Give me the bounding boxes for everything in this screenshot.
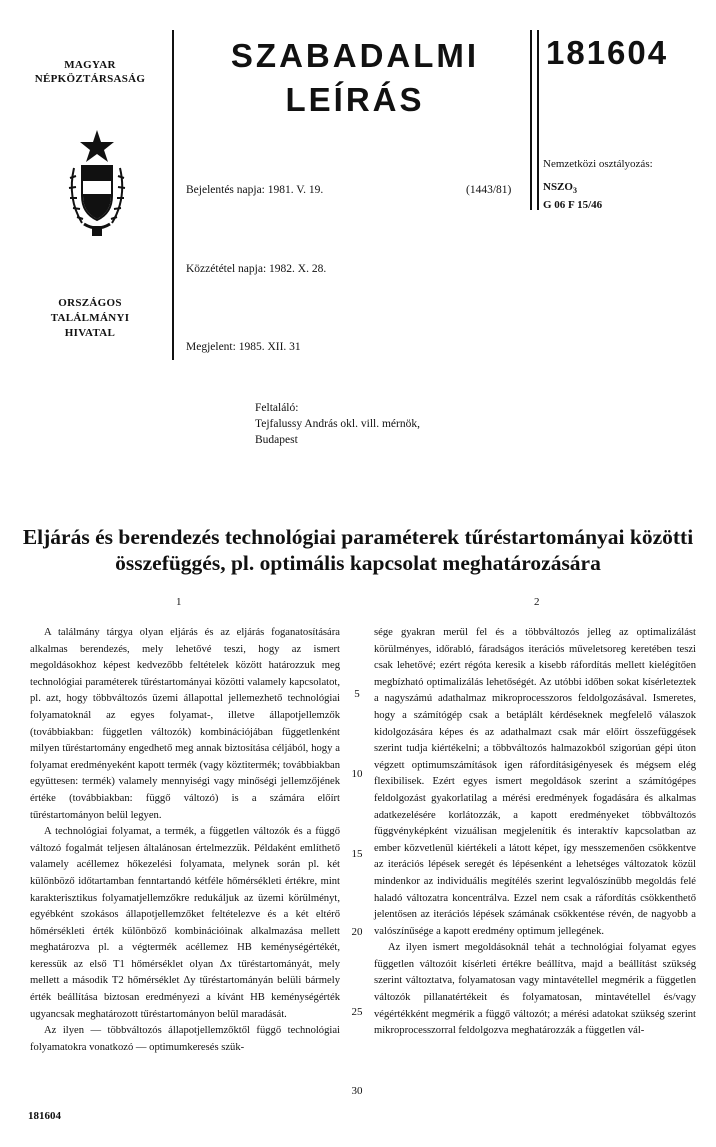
inventor-name: Tejfalussy András okl. vill. mérnök, (255, 418, 420, 430)
line-number: 5 (354, 688, 360, 700)
issue-date: Megjelent: 1985. XII. 31 (186, 341, 301, 353)
classification-label: Nemzetközi osztályozás: (543, 158, 653, 170)
inventor-label: Feltaláló: (255, 402, 299, 414)
line-number: 10 (351, 768, 363, 780)
classification-codes (543, 180, 602, 213)
left-paragraph-2: A technológiai folyamat, a termék, a független változók és a függő változó fogalmát teljesen általánosan értelmezzük. Példaként említhető valamely acéllemez hőkezelési folyamata, melynek során pl. két különböző időtartamban fenntartandó kétféle hőmérsékleti értékre, mint karakterisztikus folyamatjellemzőkre redukáljuk az üzemi körülményt, egyébként szokásos állapotjellemzőket feltételezve és a két eltérő hőmérsékleti érték különböző kombinációinak alkalmazása mellett meghatározva pl. a végtermék acéllemez HB keménységértékét, keressük az első T1 hőmérséklet olyan Δx tűréstartományát, mely mellett a második T2 hőmérséklet Δy tűréstartományán belüli bármely érték beállítása biztosan eredményezi a kívánt HB keménységérték ugyancsak meghatározott tűréstartományon belül maradását. (30, 826, 340, 1020)
header-divider-right (537, 30, 539, 210)
header-divider-center (530, 30, 532, 210)
title-line-2: LEÍRÁS (285, 81, 425, 118)
document-type-title (180, 34, 530, 122)
footer-patent-number: 181604 (28, 1110, 61, 1122)
inventor-city: Budapest (255, 434, 298, 446)
right-paragraph-1: sége gyakran merül fel és a többváltozós jelleg az optimalizálást körülményes, időrabló, fáradságos iterációs műveletsoreg keretében teszi csak lehetővé; ezért régóta keresik a kisebb ráfordítás mellett kielégítően megbízható optimalizálás lehetőségét. Az utóbbi időben sokat kísérleteztek a nagyszámú adathalmaz mikroprocesszoros feldolgozásával. Ismeretes, hogy a számítógép csak a betáplált kérdéseknek megfelelő válaszok kidolgozására képes és az adathalmazt csak már előírt összefüggések szerint tudja kiértékelni; a többváltozós halmazokból szigorúan gépi úton végzett optimumszámítások igen ráfordításigényesek és mégsem elég flexibilisek. Ezért egyes ismert megoldások szerint a számítógépes feldolgozást gyakorlatilag a mérési eredmények fogadására és alkalmas adatkezelésére korlátozzák, a kapott eredményeket többváltozós függvényképként vizuálisan megjelenítik és interaktív kapcsolatban az ember közvetlenül kiértékeli a látott képet, így messzemenően csökkentve az iterációs lépések seregét és lépésenként a lehetséges változatok közül mindenkor az individuális megítélés szerint legvalószínűbb megoldás felé haladó változatra koncentrálva. Ezzel nem csak a ráfordítás csökkenthető jelentősen az iterációs lépések számának csökkentése révén, de nagyobb a valószínűsége a kapott eredmény optimum jellegének. (374, 627, 696, 937)
classification-code-1-sub: 3 (572, 186, 577, 196)
invention-title-line-2: összefüggés, pl. optimális kapcsolat meghatározására (115, 551, 601, 575)
line-number: 20 (351, 926, 363, 938)
classification-code-2: G 06 F 15/46 (543, 199, 603, 212)
filing-date: Bejelentés napja: 1981. V. 19. (186, 184, 324, 196)
body-column-left (30, 625, 340, 1056)
left-paragraph-3: Az ilyen — többváltozós állapotjellemzőktől függő technológiai folyamatokra vonatkozó — optimumkeresés szük- (30, 1025, 340, 1053)
patent-number: 181604 (546, 34, 669, 71)
office-line-3: HIVATAL (64, 327, 116, 339)
column-number-right: 2 (534, 596, 540, 608)
coat-of-arms-icon (62, 128, 132, 238)
country-line-2: NÉPKÖZTÁRSASÁG (34, 73, 146, 85)
column-number-left: 1 (176, 596, 182, 608)
invention-title-line-1: Eljárás és berendezés technológiai paraméterek tűréstartományai közötti (22, 525, 694, 549)
publication-date: Közzététel napja: 1982. X. 28. (186, 263, 327, 275)
classification-code-1: NSZO (543, 181, 573, 193)
filing-reference: (1443/81) (466, 184, 512, 196)
country-name (30, 58, 150, 86)
body-column-right (374, 625, 696, 1040)
patent-office-name (30, 296, 150, 341)
line-number: 30 (351, 1085, 363, 1097)
invention-title (20, 524, 696, 576)
office-line-1: ORSZÁGOS (58, 297, 122, 309)
right-paragraph-2: Az ilyen ismert megoldásoknál tehát a technológiai folyamat egyes független változóit kísérleti értékre beállítva, majd a beállítást szükség szerint változtatva, folyamatosan vagy mintavétellel megmérik a független változók pillanatértékeit és folyamatosan, mintavétellel és/vagy végértékként megmérik a függő változót; a mérési adatokat szükség szerint mikroprocesszorral feldolgozva meghatározzák a független vál- (374, 942, 696, 1037)
office-line-2: TALÁLMÁNYI (50, 312, 130, 324)
line-number: 15 (351, 848, 363, 860)
country-line-1: MAGYAR (64, 59, 116, 71)
header-divider-left (172, 30, 174, 360)
title-line-1: SZABADALMI (230, 37, 480, 74)
line-number: 25 (351, 1006, 363, 1018)
left-paragraph-1: A találmány tárgya olyan eljárás és az eljárás foganatosítására alkalmas berendezés, mely lehetővé teszi, hogy az ismert megoldásokhoz képest kedvezőbb feltételek között határozzuk meg technológiai paraméterek tűréstartományai közötti valamely kapcsolatot, pl. azt, hogy többváltozós üzemi állapottal jellemezhető technológiai folyamatoknál az egyes folyamat-, illetve állapotjellemzők (továbbiakban: független változók) kombinációjában függetlenként milyen tűréstartomány engedhető meg annak biztosítása céljából, hogy a folyamat eredményeként kapott termék (vagy köztitermék; továbbiakban együttesen: termék) valamely mennyiségi vagy minőségi jellemzőjének értéke (továbbiakban: függő változó) is a számára előírt tűréstartományon belül legyen. (30, 627, 340, 821)
inventor-block (255, 400, 420, 448)
